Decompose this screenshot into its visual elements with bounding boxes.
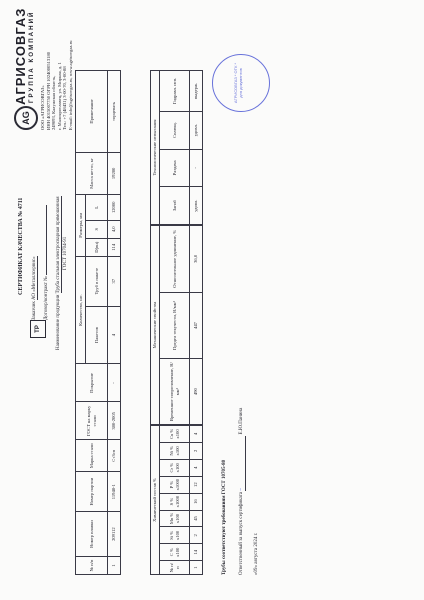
compliance-statement bbox=[222, 460, 228, 575]
header-cell: S bbox=[86, 220, 108, 238]
product-gost: ГОСТ 10704-91 bbox=[63, 236, 68, 270]
cell: 4,0 bbox=[108, 220, 121, 238]
company-details bbox=[40, 5, 74, 130]
cell: Ст3сп bbox=[108, 440, 121, 472]
certificate-date: «09» августа 2024 г. bbox=[254, 532, 259, 575]
tech-tests-table bbox=[150, 70, 203, 225]
cell: 4 bbox=[108, 306, 121, 364]
header-cell: Номер партии bbox=[76, 472, 108, 512]
header-cell: Предел текучести, Н/мм² bbox=[160, 292, 190, 359]
contract-row bbox=[44, 205, 50, 320]
header-cell: Размеры, мм bbox=[76, 194, 86, 256]
header-cell: Раздача bbox=[160, 149, 190, 187]
header-cell: Номер плавки bbox=[76, 512, 108, 557]
company-line: E-mail: info@agrisovgaz.ru, www.agrisovgaz.ru bbox=[67, 40, 73, 130]
certificate-title: СЕРТИФИКАТ КАЧЕСТВА № 4711 bbox=[18, 197, 24, 295]
cell: 12 bbox=[190, 476, 203, 493]
cell: 14 bbox=[190, 544, 203, 561]
product-label: Наименование продукции bbox=[56, 294, 61, 350]
tr-mark-icon: ТР bbox=[30, 320, 46, 338]
responsible-row bbox=[239, 315, 246, 575]
cell: 209112 bbox=[108, 512, 121, 557]
cell: удовл. bbox=[190, 111, 203, 149]
company-line: Тел.: +7 (48431) 3-00-70, 3-00-88 bbox=[62, 66, 68, 130]
header-cell: Количество, шт. bbox=[76, 256, 86, 364]
cell: 114 bbox=[108, 238, 121, 256]
customer-row bbox=[32, 256, 38, 320]
contract-value-line bbox=[46, 205, 47, 275]
cell: 380-2005 bbox=[108, 402, 121, 440]
header-cell: C % x100 bbox=[160, 544, 190, 561]
group-title: Технологические испытания bbox=[151, 71, 160, 225]
header-cell: Временное сопротивление, Н/мм² bbox=[160, 359, 190, 425]
cell: 45 bbox=[190, 510, 203, 527]
company-stamp-icon bbox=[212, 54, 270, 112]
header-cell: Примечание bbox=[76, 71, 108, 153]
contract-label: Договор/контракт № bbox=[44, 276, 49, 320]
responsible-label: Ответственный за выпуск сертификата bbox=[239, 491, 244, 575]
header-cell: Масса нетто, кг bbox=[76, 152, 108, 194]
compliance-prefix: Трубы соответствуют требованиям ГОСТ bbox=[222, 480, 227, 575]
header-cell: Cu % x100 bbox=[160, 426, 190, 443]
header-cell: Ni % x100 bbox=[160, 442, 190, 459]
stamp-text: АГРИСОВГАЗ * ОТК * для документов bbox=[233, 62, 243, 104]
cell: - bbox=[108, 364, 121, 402]
group-title: Химический состав % bbox=[151, 426, 160, 575]
company-line: 249093, Калужская область, bbox=[51, 75, 57, 130]
mechanical-table bbox=[150, 225, 203, 425]
cell: 19280 bbox=[108, 152, 121, 194]
signature: ~ bbox=[239, 436, 246, 491]
cell: 447 bbox=[190, 292, 203, 359]
company-line: ООО «АГРИСОВГАЗ» bbox=[40, 85, 45, 130]
cell: 4 bbox=[190, 426, 203, 443]
product-row bbox=[56, 140, 62, 350]
brand-subtitle: ГРУППА КОМПАНИЙ bbox=[28, 10, 35, 103]
company-line: г. Малоярославец, ул. Мирная, д. 1 bbox=[56, 62, 62, 130]
cell: 16 bbox=[190, 493, 203, 510]
header-cell: L bbox=[86, 194, 108, 220]
header-cell: D(вн) bbox=[86, 238, 108, 256]
chemical-table bbox=[150, 425, 203, 575]
header-cell: Гидравл. исп. bbox=[160, 71, 190, 112]
customer-label: Заказчик bbox=[32, 301, 37, 320]
cell: 12000 bbox=[108, 194, 121, 220]
cell: 1 bbox=[190, 561, 203, 575]
table-row bbox=[190, 426, 203, 575]
header-cell: Относительное удлинение, % bbox=[160, 226, 190, 293]
cell: 36,0 bbox=[190, 226, 203, 293]
header-cell: Пакетов bbox=[86, 306, 108, 364]
compliance-gost: 10705-80 bbox=[222, 459, 227, 479]
cell: 11948-1 bbox=[108, 472, 121, 512]
customer-value: АО «Металлсервис» bbox=[32, 256, 37, 300]
cell: 4 bbox=[190, 459, 203, 476]
header-cell: Загиб bbox=[160, 187, 190, 225]
header-cell: Mn % x100 bbox=[160, 510, 190, 527]
cell: 2 bbox=[190, 442, 203, 459]
product-table bbox=[75, 70, 121, 575]
table-row bbox=[190, 226, 203, 425]
header-cell: S % x1000 bbox=[160, 493, 190, 510]
cell: - bbox=[190, 149, 203, 187]
logo-monogram: AG bbox=[21, 111, 31, 125]
cell: удовл. bbox=[190, 187, 203, 225]
product-value: Труба стальная электросварная прямошовная bbox=[56, 196, 61, 294]
company-logo-icon bbox=[14, 106, 38, 130]
header-cell: Марка стали bbox=[76, 440, 108, 472]
cell: 2 bbox=[190, 527, 203, 544]
header-cell: P % x1000 bbox=[160, 476, 190, 493]
table-row bbox=[190, 71, 203, 225]
cell: 1 bbox=[108, 557, 121, 575]
header-cell: Cr % x100 bbox=[160, 459, 190, 476]
responsible-name: Е.Ю.Панина bbox=[239, 407, 244, 435]
cell: выдерж. bbox=[190, 71, 203, 112]
company-line: ИНН 4015007750 ОГРН 1024000513180 bbox=[45, 51, 51, 130]
header-cell: № п/п bbox=[76, 557, 108, 575]
header-cell: Si % x100 bbox=[160, 527, 190, 544]
cell: торцевать bbox=[108, 71, 121, 153]
brand-name: АГРИСОВГАЗ bbox=[13, 7, 28, 105]
header-cell: № п/п bbox=[160, 561, 190, 575]
header-cell: Сплющ. bbox=[160, 111, 190, 149]
header-cell: Покрытие bbox=[76, 364, 108, 402]
cell: 490 bbox=[190, 359, 203, 425]
header-cell: ГОСТ на марку стали bbox=[76, 402, 108, 440]
header-cell: Труб в пакете bbox=[86, 256, 108, 306]
cell: 37 bbox=[108, 256, 121, 306]
group-title: Механические свойства bbox=[151, 226, 160, 425]
table-row bbox=[108, 71, 121, 575]
